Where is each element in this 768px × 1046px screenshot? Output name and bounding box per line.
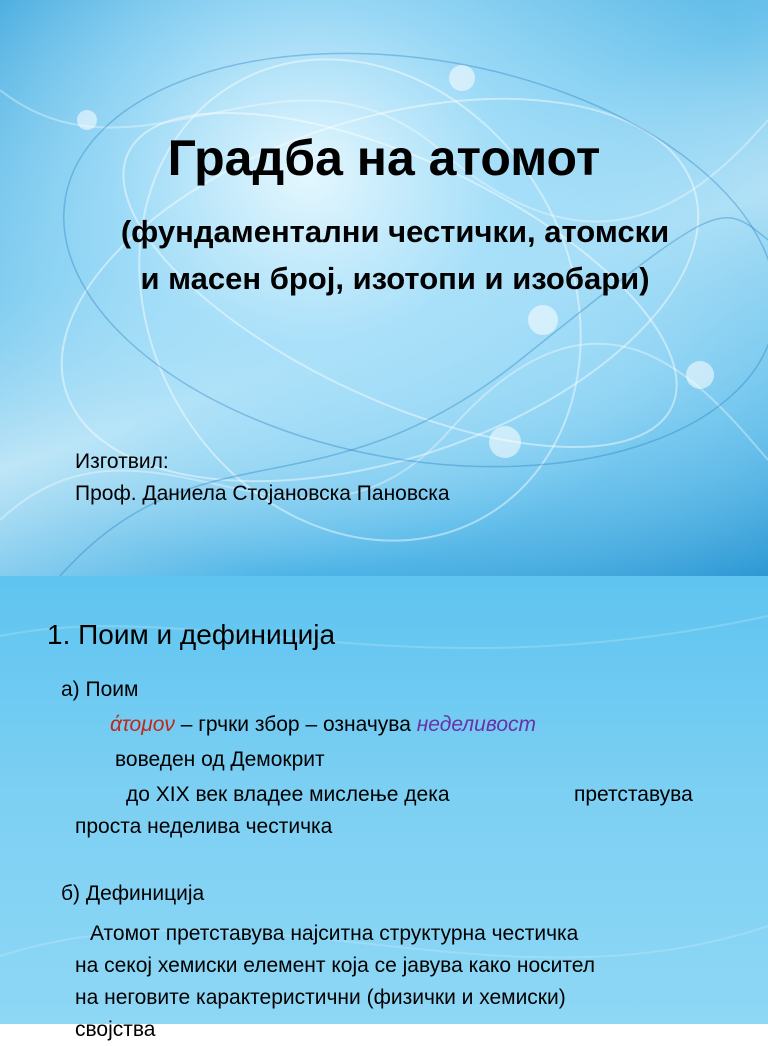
subtitle-line-2: и масен број, изотопи и изобари) (140, 261, 650, 296)
definition-line-4: својства (75, 1018, 156, 1041)
author-block (75, 446, 450, 510)
author-name: Проф. Даниела Стојановска Пановска (75, 482, 450, 505)
nineteenth-century-line-left: до XIX век владее мислење дека (126, 783, 450, 806)
definition-line-1: Атомот претставува најситна структурна честичка (90, 922, 579, 945)
section-b-label: б) Дефиниција (61, 882, 205, 905)
greek-term-line (110, 709, 536, 741)
content-slide (0, 576, 768, 1041)
slide-title: Градба на атомот (167, 130, 601, 186)
nineteenth-century-line-right: претставува (574, 783, 693, 806)
definition-line-3: на неговите карактеристични (физички и хемиски) (75, 986, 566, 1009)
indivisible-particle-line: проста неделива честичка (75, 815, 333, 838)
subtitle-line-1: (фундаментални честички, атомски (120, 214, 670, 249)
section-heading: 1. Поим и дефиниција (47, 619, 336, 650)
greek-word: άτομον (110, 713, 175, 736)
accent-word: неделивост (416, 713, 537, 736)
greek-term-middle: – грчки збор – означува (174, 713, 417, 736)
definition-line-2: на секој хемиски елемент која се јавува како носител (75, 954, 595, 977)
prepared-by-label: Изготвил: (75, 450, 169, 473)
section-a-label: а) Поим (61, 678, 139, 701)
slide-subtitle (50, 208, 740, 302)
introduced-line: воведен од Демокрит (115, 748, 325, 771)
